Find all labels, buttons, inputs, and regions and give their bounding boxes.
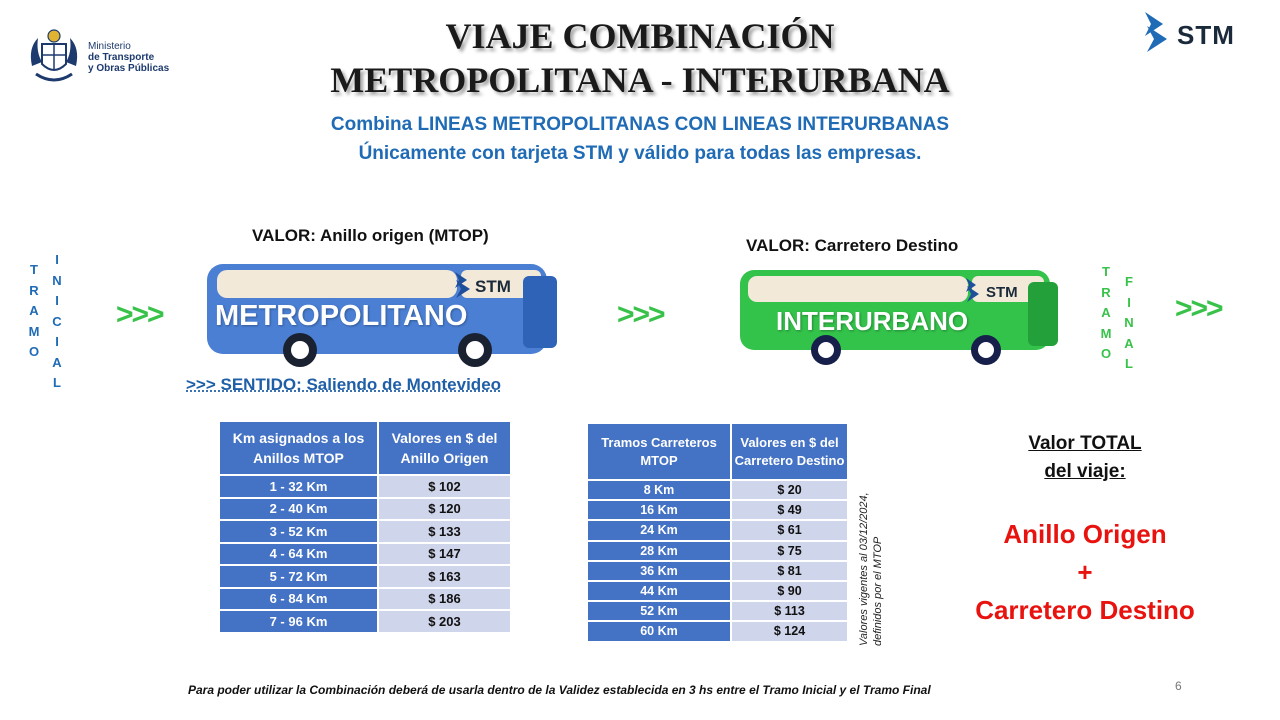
total-title-line-2: del viaje: (1044, 461, 1126, 482)
anillo-km: 3 - 52 Km (220, 521, 377, 542)
anillo-header-km: Km asignados a los Anillos MTOP (220, 422, 377, 474)
table-row (220, 521, 510, 542)
title-line-1: VIAJE COMBINACIÓN (445, 16, 835, 56)
table-row (220, 476, 510, 497)
carretero-km: 36 Km (588, 562, 730, 580)
metro-bus-brand: STM (475, 277, 511, 296)
formula-carretero: Carretero Destino (975, 595, 1195, 625)
letter: L (1125, 356, 1133, 371)
letter: R (29, 282, 39, 298)
total-title (1010, 430, 1160, 486)
arrow-chevrons-1: >>> (116, 298, 163, 331)
anillo-valor: $ 102 (379, 476, 510, 497)
carretero-km: 52 Km (588, 602, 730, 620)
letter: A (52, 354, 62, 370)
letter: A (1124, 335, 1134, 351)
coat-of-arms-icon (26, 26, 82, 88)
stm-logo-text: STM (1177, 20, 1235, 50)
tramo-inicial-word-1 (28, 260, 40, 363)
table-header-row (220, 422, 510, 474)
anillo-km: 5 - 72 Km (220, 566, 377, 587)
table-row (588, 542, 847, 560)
page-title (230, 14, 1050, 102)
carretero-km: 24 Km (588, 521, 730, 539)
stm-logo (1143, 10, 1243, 56)
letter: C (52, 313, 62, 329)
carretero-valor: $ 124 (732, 622, 847, 640)
carretero-valor: $ 20 (732, 481, 847, 499)
total-title-line-1: Valor TOTAL (1028, 433, 1142, 454)
tramo-final-word-2 (1123, 272, 1135, 375)
anillo-km: 4 - 64 Km (220, 544, 377, 565)
carretero-km: 8 Km (588, 481, 730, 499)
table-row (220, 499, 510, 520)
letter: R (1101, 284, 1111, 300)
letter: A (29, 303, 39, 318)
letter: N (52, 272, 62, 288)
letter: I (55, 252, 59, 267)
total-formula (950, 515, 1220, 629)
anillo-km: 6 - 84 Km (220, 589, 377, 610)
tramo-final-word-1 (1100, 262, 1112, 365)
vigencia-line-1: Valores vigentes al 03/12/2024, (858, 492, 870, 646)
carretero-km: 28 Km (588, 542, 730, 560)
ministry-logo (26, 26, 196, 88)
carretero-valor: $ 75 (732, 542, 847, 560)
anillo-valor: $ 147 (379, 544, 510, 565)
formula-plus: + (1077, 557, 1093, 587)
valor-anillo-label: VALOR: Anillo origen (MTOP) (252, 226, 489, 245)
carretero-valor: $ 61 (732, 521, 847, 539)
carretero-header-tramos: Tramos Carreteros MTOP (588, 424, 730, 479)
stm-chevron-icon (1143, 10, 1173, 56)
letter: M (1100, 325, 1112, 341)
footer-note: Para poder utilizar la Combinación deberá de usarla dentro de la Validez establecida en 3 hs entre el Tramo Inicial y el Tramo Final (188, 683, 931, 697)
letter: I (1127, 294, 1131, 310)
ministry-line-3: y Obras Públicas (88, 63, 170, 74)
anillo-km: 7 - 96 Km (220, 611, 377, 632)
table-row (220, 566, 510, 587)
arrow-chevrons-3: >>> (1175, 292, 1222, 325)
table-row (220, 544, 510, 565)
formula-anillo: Anillo Origen (1003, 519, 1167, 549)
carretero-km: 60 Km (588, 622, 730, 640)
letter: A (1101, 305, 1111, 320)
anillo-km: 1 - 32 Km (220, 476, 377, 497)
tramo-inicial-word-2 (51, 250, 63, 394)
anillo-table (218, 420, 512, 634)
ministry-line-1: Ministerio (88, 41, 131, 52)
sentido-link: >>> SENTIDO: Saliendo de Montevideo (186, 375, 502, 394)
table-row (220, 589, 510, 610)
valor-carretero-label: VALOR: Carretero Destino (746, 236, 959, 255)
anillo-header-valor: Valores en $ del Anillo Origen (379, 422, 510, 474)
carretero-table (586, 422, 849, 643)
interurbano-bus-label: INTERURBANO (776, 306, 969, 336)
carretero-valor: $ 113 (732, 602, 847, 620)
carretero-valor: $ 49 (732, 501, 847, 519)
letter: O (1100, 346, 1112, 361)
letter: N (1124, 315, 1134, 330)
carretero-valor: $ 81 (732, 562, 847, 580)
table-row (588, 521, 847, 539)
anillo-km: 2 - 40 Km (220, 499, 377, 520)
table-row (588, 622, 847, 640)
table-row (588, 501, 847, 519)
title-line-2: METROPOLITANA - INTERURBANA (330, 60, 950, 100)
subtitle-line-1: Combina LINEAS METROPOLITANAS CON LINEAS INTERURBANAS (330, 114, 950, 135)
letter: L (53, 375, 61, 390)
letter: F (1125, 274, 1133, 289)
vigencia-line-2: definidos por el MTOP (872, 536, 884, 646)
table-row (220, 611, 510, 632)
page-subtitle (240, 110, 1040, 168)
ministry-line-2: de Transporte (88, 52, 155, 63)
letter: I (55, 293, 59, 308)
table-row (588, 602, 847, 620)
anillo-valor: $ 203 (379, 611, 510, 632)
table-row (588, 562, 847, 580)
subtitle-line-2: Únicamente con tarjeta STM y válido para todas las empresas. (358, 143, 922, 164)
letter: I (55, 334, 59, 349)
carretero-header-valor: Valores en $ del Carretero Destino (732, 424, 847, 479)
metropolitano-bus-label: METROPOLITANO (215, 300, 468, 332)
inter-bus-brand: STM (986, 284, 1018, 301)
arrow-chevrons-2: >>> (617, 298, 664, 331)
table-row (588, 481, 847, 499)
page-number: 6 (1175, 679, 1182, 693)
letter: T (1102, 264, 1110, 279)
letter: M (28, 323, 40, 339)
vigencia-note (857, 460, 885, 646)
anillo-valor: $ 186 (379, 589, 510, 610)
anillo-valor: $ 133 (379, 521, 510, 542)
carretero-km: 44 Km (588, 582, 730, 600)
carretero-valor: $ 90 (732, 582, 847, 600)
table-header-row (588, 424, 847, 479)
table-row (588, 582, 847, 600)
letter: T (30, 262, 38, 277)
letter: O (28, 344, 40, 359)
anillo-valor: $ 163 (379, 566, 510, 587)
carretero-km: 16 Km (588, 501, 730, 519)
anillo-valor: $ 120 (379, 499, 510, 520)
